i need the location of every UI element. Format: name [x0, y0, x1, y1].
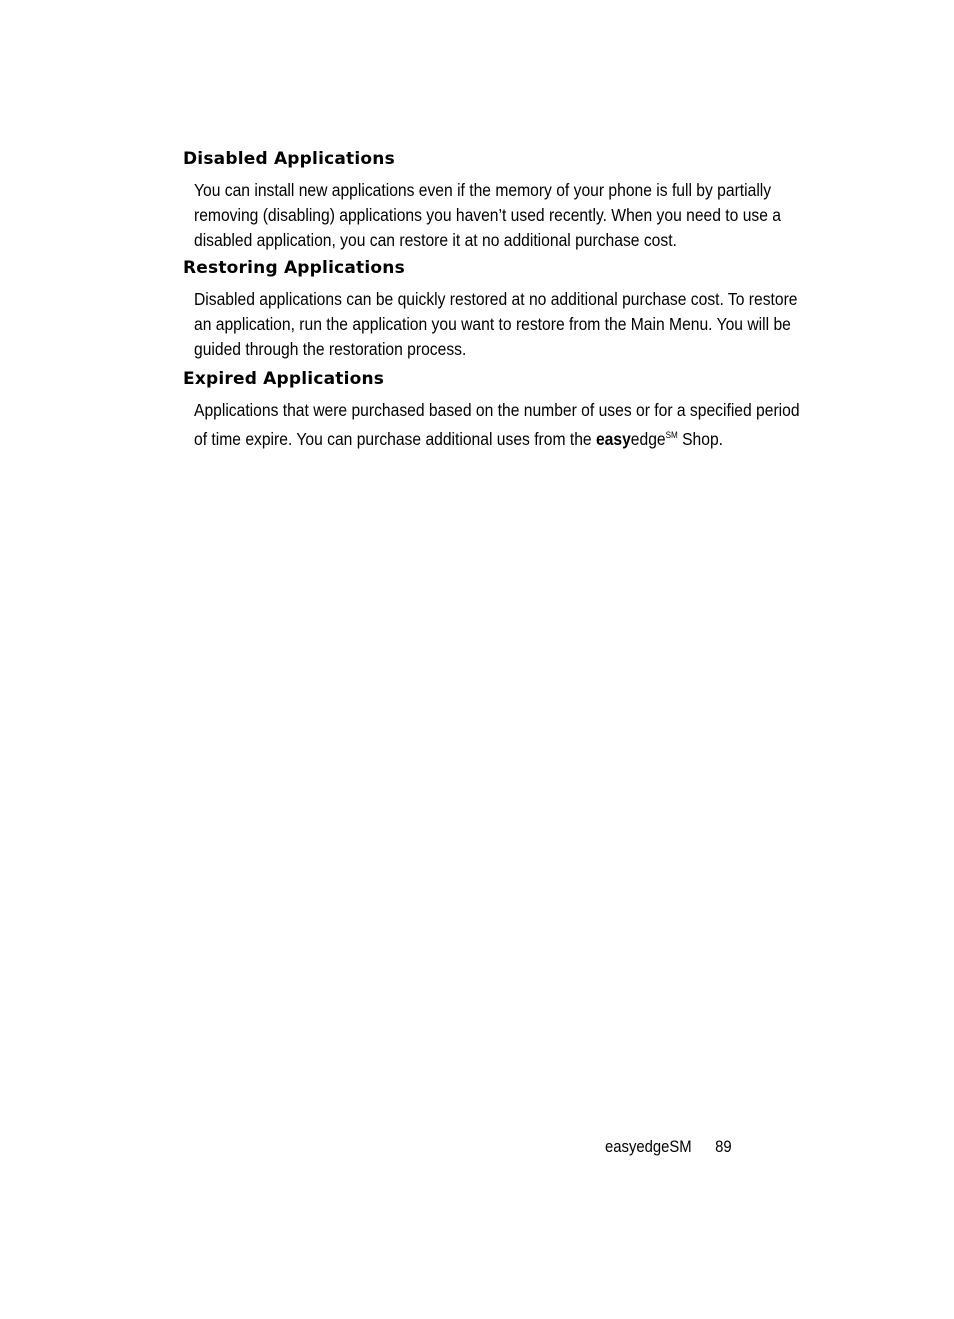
- footer-section-name: easyedgeSM: [605, 1138, 692, 1156]
- section-heading: Expired Applications: [183, 369, 385, 389]
- section-body: Disabled applications can be quickly restored at no additional purchase cost. To restore an application, run the application you want to restore from the Main Menu. You will be guided through the restoration process.: [194, 289, 798, 359]
- page-footer: [605, 1136, 732, 1158]
- section-body: You can install new applications even if the memory of your phone is full by partially removing (disabling) applications you haven’t used recently. When you need to use a disabled application, you can restore it at no additional purchase cost.: [194, 180, 781, 250]
- section-expired-applications: [183, 366, 803, 452]
- brand-edge: edge: [630, 429, 666, 449]
- section-heading: Restoring Applications: [183, 258, 405, 278]
- brand-easy: easy: [595, 429, 631, 449]
- section-body: [194, 398, 802, 452]
- body-text-suffix: Shop.: [677, 429, 724, 449]
- section-heading: Disabled Applications: [183, 149, 395, 169]
- body-text-prefix: Applications that were purchased based on the number of uses or for a specified period of time expire. You can purchase additional uses from the: [194, 400, 800, 449]
- page-number: 89: [715, 1138, 732, 1156]
- service-mark: SM: [665, 430, 678, 440]
- page-content: [183, 146, 803, 454]
- section-disabled-applications: [183, 146, 803, 253]
- section-restoring-applications: [183, 255, 803, 362]
